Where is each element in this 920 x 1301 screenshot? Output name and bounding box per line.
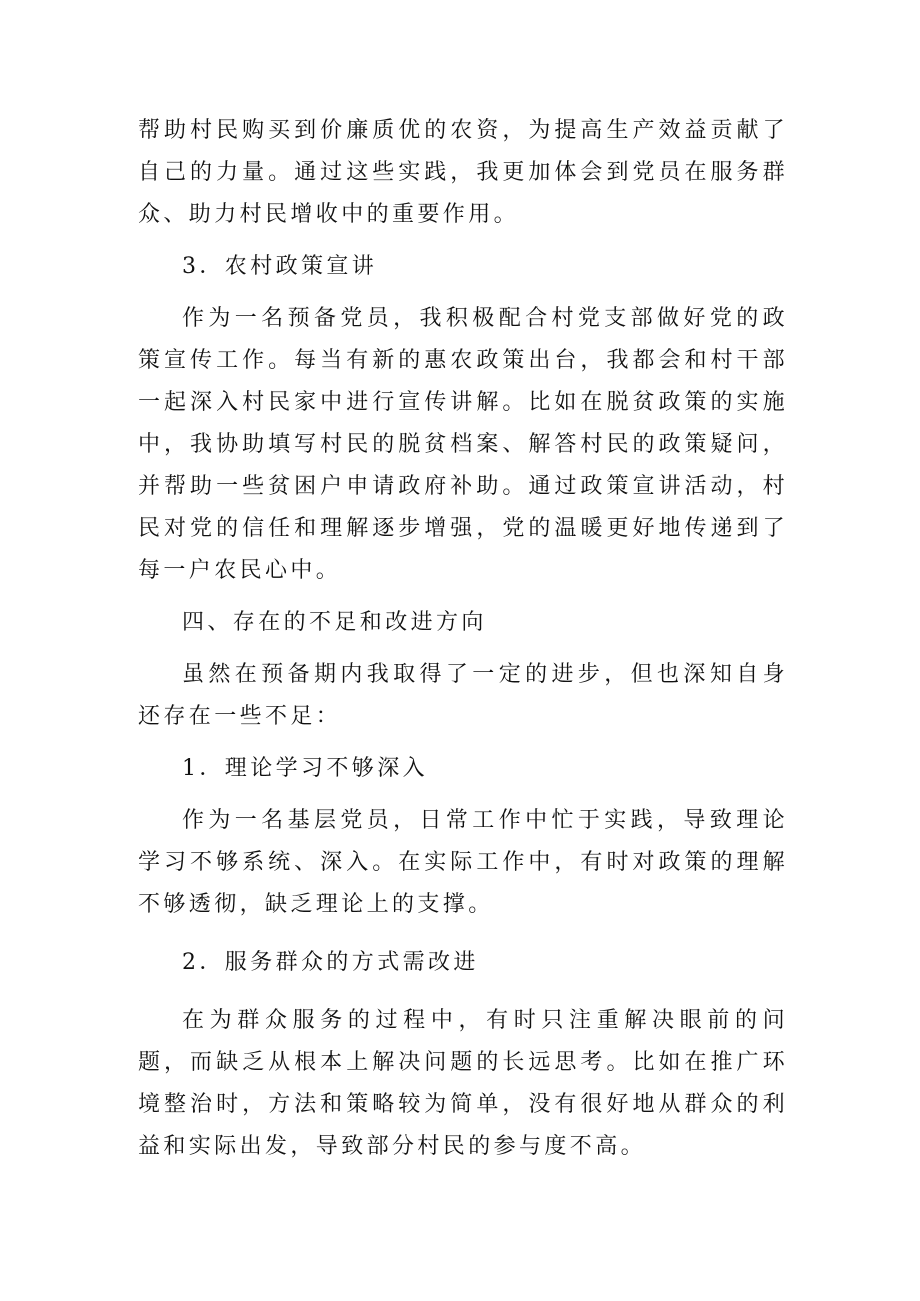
paragraph-continuation: 帮助村民购买到价廉质优的农资，为提高生产效益贡献了自己的力量。通过这些实践，我更加体会到党员在服务群众、助力村民增收中的重要作用。	[138, 118, 788, 227]
section-heading-policy-outreach: 3．农村政策宣讲	[182, 254, 378, 279]
section-heading-shortcomings: 四、存在的不足和改进方向	[182, 610, 487, 635]
paragraph-service-method: 在为群众服务的过程中，有时只注重解决眼前的问题，而缺乏从根本上解决问题的长远思考。比如在推广环境整治时，方法和策略较为简单，没有很好地从群众的利益和实际出发，导致部分村民的参与度不高。	[138, 1008, 788, 1159]
section-heading-theory-study: 1．理论学习不够深入	[182, 756, 428, 781]
section-heading-service-method: 2．服务群众的方式需改进	[182, 950, 479, 975]
paragraph-policy-outreach: 作为一名预备党员，我积极配合村党支部做好党的政策宣传工作。每当有新的惠农政策出台，我都会和村干部一起深入村民家中进行宣传讲解。比如在脱贫政策的实施中，我协助填写村民的脱贫档案、解答村民的政策疑问，并帮助一些贫困户申请政府补助。通过政策宣讲活动，村民对党的信任和理解逐步增强，党的温暖更好地传递到了每一户农民心中。	[138, 306, 788, 583]
paragraph-shortcomings-intro: 虽然在预备期内我取得了一定的进步，但也深知自身还存在一些不足：	[138, 662, 788, 729]
paragraph-theory-study: 作为一名基层党员，日常工作中忙于实践，导致理论学习不够系统、深入。在实际工作中，有时对政策的理解不够透彻，缺乏理论上的支撑。	[138, 808, 788, 917]
document-body	[138, 110, 788, 1168]
